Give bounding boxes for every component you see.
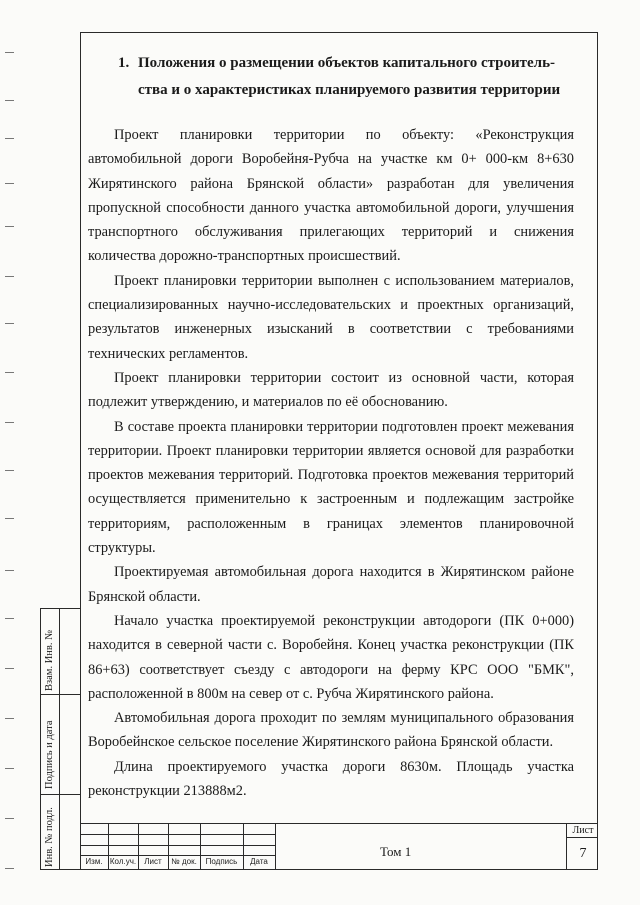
header-data: Дата — [250, 857, 268, 866]
paragraph: Проект планировки территории выполнен с использованием материалов, специализированных научно-исследовательских и проектных организаций, результатов инженерных изысканий в соответствии с требованиями технических регламентов. — [88, 272, 574, 362]
paragraph: Проект планировки территории по объекту: «Реконструкция автомобильной дороги Воробейня-Рубча на участке км 0+ 000-км 8+630 Жирятинского района Брянской области» разработан для увеличения пропускной способности данного участка автомобильной дороги, улучшения транспортного обслуживания прилегающих территорий и снижения количества дорожно-транспортных происшествий. — [88, 127, 574, 265]
volume-label: Том 1 — [380, 844, 412, 859]
header-podpis: Подпись — [205, 857, 238, 866]
paragraph: В составе проекта планировки территории подготовлен проект межевания территории. Проект планировки территории является основой для разработки проектов межевания территорий. Подготовка проектов межевания территорий осуществляется применительно к застроенным и подлежащим застройке территориям, расположенным в границах элементов планировочной структуры. — [88, 418, 574, 557]
side-label-inv: Инв. № подл. — [44, 807, 55, 867]
sheet-label: Лист — [572, 825, 594, 836]
header-doc-number: № док. — [171, 857, 197, 866]
header-kol-uch: Кол.уч. — [109, 857, 137, 866]
side-label-podpis: Подпись и дата — [44, 720, 55, 789]
paragraph: Проектируемая автомобильная дорога находится в Жирятинском районе Брянской области. — [88, 564, 574, 605]
header-list: Лист — [144, 857, 162, 866]
header-izm: Изм. — [85, 857, 103, 866]
sheet-cell-line — [566, 837, 598, 838]
revision-grid — [80, 824, 275, 870]
section-title-line1: Положения о размещении объектов капитального строитель- — [138, 55, 556, 71]
paragraph: Начало участка проектируемой реконструкции автодороги (ПК 0+000) находится в северной части с. Воробейня. Конец участка реконструкции (ПК 86+63) соответствует съезду с автодороги на ферму КРС ООО "БМК", расположенной в 800м на север от с. Рубча Жирятинского района. — [88, 612, 574, 702]
section-number: 1. — [118, 55, 130, 71]
side-label-vzam: Взам. Инв. № — [44, 629, 55, 691]
body-text — [88, 123, 574, 803]
sheet-number: 7 — [579, 846, 587, 861]
paragraph: Автомобильная дорога проходит по землям муниципального образования Воробейнское сельское поселение Жирятинского района Брянской области. — [88, 710, 574, 751]
paragraph: Длина проектируемого участка дороги 8630м. Площадь участка реконструкции 213888м2. — [88, 758, 574, 800]
sheet-cell-divider — [566, 824, 567, 870]
title-block-divider — [275, 824, 276, 870]
section-title-line2: ства и о характеристиках планируемого развития территории — [138, 82, 561, 98]
paragraph: Проект планировки территории состоит из основной части, которая подлежит утверждению, и материалов по её обоснованию. — [88, 369, 574, 411]
margin-ticks — [5, 40, 17, 880]
title-block — [80, 823, 598, 870]
side-stamp — [40, 608, 80, 870]
